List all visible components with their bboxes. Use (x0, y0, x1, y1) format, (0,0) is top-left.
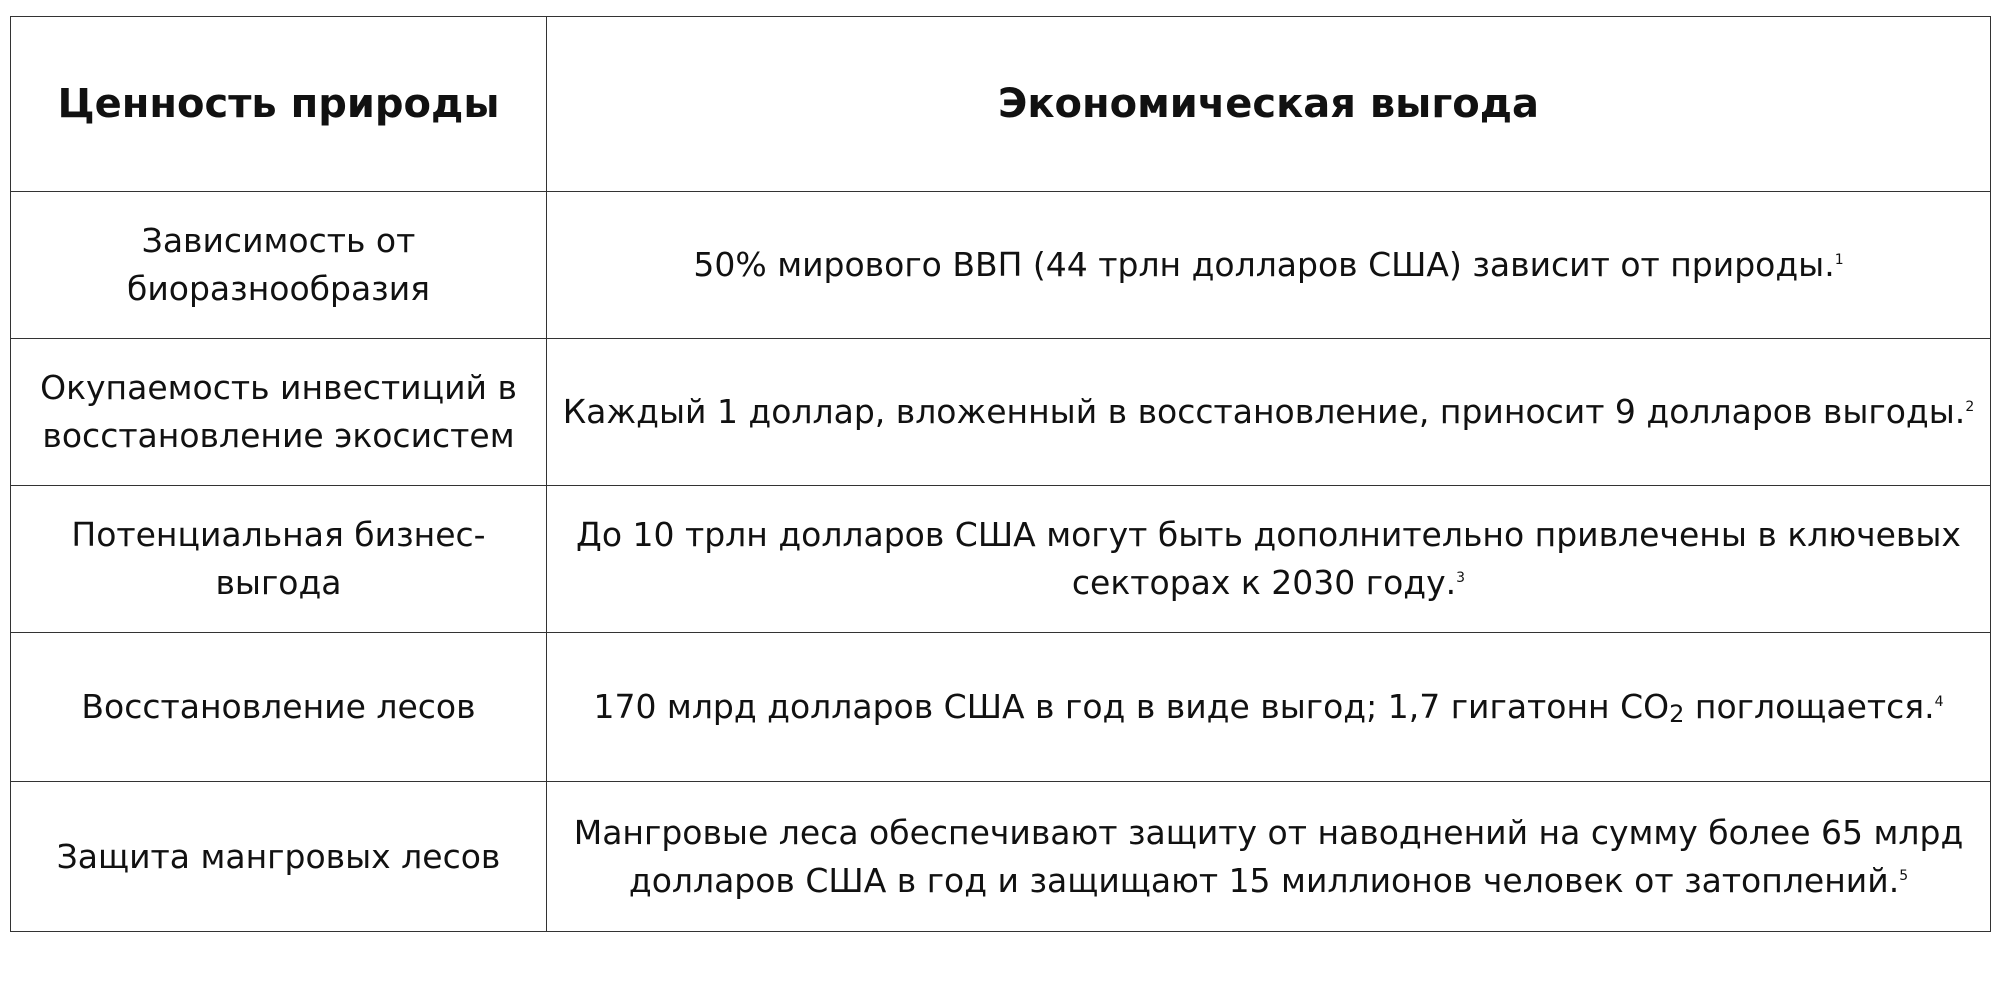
table-row (11, 782, 1991, 932)
cell-benefit-text: Мангровые леса обеспечивают защиту от наводнений на сумму более 65 млрд долларов США в год и защищают 15 миллионов человек от затоплений. (573, 812, 1964, 900)
cell-economic-benefit (547, 633, 1991, 782)
cell-benefit-text-post: поглощается. (1684, 687, 1935, 727)
cell-nature-value-text: Окупаемость инвестиций в восстановление экосистем (40, 368, 517, 455)
footnote-ref: 2 (1965, 399, 1975, 416)
co2-subscript: 2 (1669, 700, 1685, 729)
cell-nature-value (11, 782, 547, 932)
footnote-ref: 4 (1934, 694, 1944, 711)
cell-benefit-text-pre: 170 млрд долларов США в год в виде выгод; 1,7 гигатонн CO (593, 687, 1670, 727)
cell-economic-benefit (547, 192, 1991, 339)
table-row (11, 192, 1991, 339)
cell-economic-benefit (547, 782, 1991, 932)
cell-benefit-text: До 10 трлн долларов США могут быть дополнительно привлечены в ключевых секторах к 2030 году. (576, 515, 1961, 602)
cell-nature-value-text: Восстановление лесов (81, 687, 476, 727)
nature-value-table (10, 16, 1991, 932)
cell-nature-value (11, 339, 547, 486)
cell-nature-value (11, 486, 547, 633)
header-nature-value: Ценность природы (11, 17, 547, 192)
cell-economic-benefit (547, 339, 1991, 486)
header-economic-benefit: Экономическая выгода (547, 17, 1991, 192)
cell-benefit-text: Каждый 1 доллар, вложенный в восстановление, приносит 9 долларов выгоды. (562, 392, 1966, 432)
table-header-row (11, 17, 1991, 192)
cell-nature-value-text: Потенциальная бизнес-выгода (71, 515, 486, 602)
cell-nature-value-text: Зависимость от биоразнообразия (126, 221, 431, 308)
table-row (11, 486, 1991, 633)
cell-nature-value-text: Защита мангровых лесов (56, 836, 501, 876)
footnote-ref: 1 (1834, 252, 1844, 269)
footnote-ref: 3 (1456, 570, 1466, 586)
cell-benefit-text: 50% мирового ВВП (44 трлн долларов США) зависит от природы. (693, 245, 1835, 285)
cell-nature-value (11, 633, 547, 782)
nature-value-table-container (10, 16, 1990, 932)
cell-nature-value (11, 192, 547, 339)
table-row (11, 339, 1991, 486)
cell-economic-benefit (547, 486, 1991, 633)
table-row (11, 633, 1991, 782)
footnote-ref: 5 (1899, 867, 1909, 884)
